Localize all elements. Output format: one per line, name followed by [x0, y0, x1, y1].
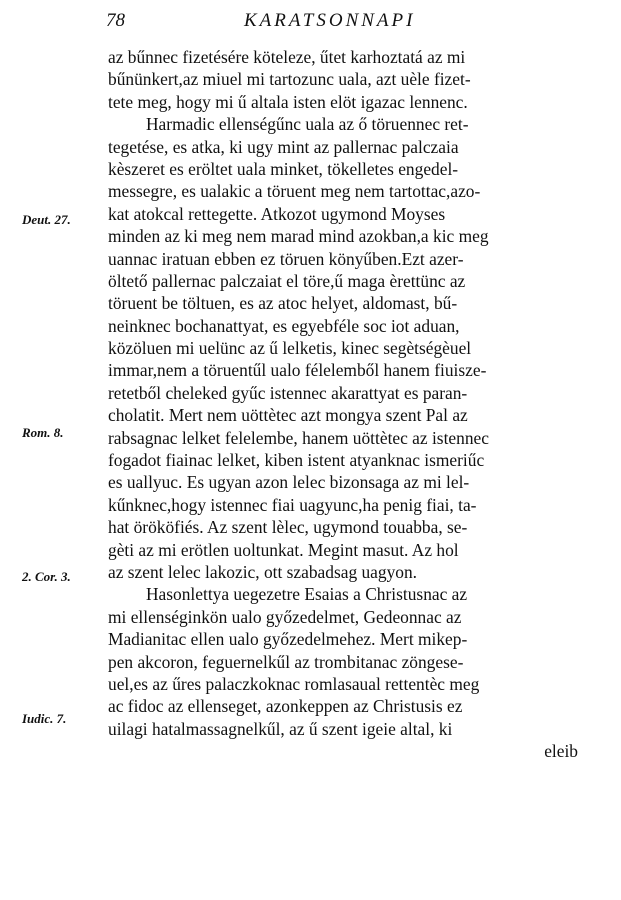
- text-line: uilagi hatalmassagnelkűl, az ű szent igeie altal, ki: [108, 718, 453, 739]
- text-line: töruent be töltuen, es az atoc helyet, aldomast, bű-: [108, 293, 458, 314]
- text-line: messegre, es ualakic a töruent meg nem tartottac,azo-: [108, 181, 481, 202]
- margin-reference-cor: 2. Cor. 3.: [22, 569, 71, 584]
- text-line: gèti az mi erötlen uoltunkat. Megint masut. Az hol: [108, 539, 459, 560]
- text-line: kèszeret es eröltet uala minket, tökelletes engedel-: [108, 158, 459, 179]
- body-text: [108, 46, 586, 763]
- text-line: hat örököfiés. Az szent lèlec, ugymond touabba, se-: [108, 517, 468, 538]
- text-line: cholatit. Mert nem uöttètec azt mongya szent Pal az: [108, 405, 468, 426]
- text-line: tete meg, hogy mi ű altala isten elöt igazac lennenc.: [108, 91, 468, 112]
- text-line: az bűnnec fizetésére köteleze, űtet karhoztatá az mi: [108, 47, 466, 67]
- text-line: az szent lelec lakozic, ott szabadsag uagyon.: [108, 561, 418, 582]
- margin-reference-rom: Rom. 8.: [22, 425, 64, 440]
- text-line: mi ellenséginkön ualo győzedelmet, Gedeonnac az: [108, 606, 462, 627]
- text-line: tegetése, es atka, ki ugy mint az pallernac palczaia: [108, 136, 459, 157]
- paragraph-start-line: Hasonlettya uegezetre Esaias a Christusnac az: [146, 584, 468, 605]
- text-line: rabsagnac lelket felelembe, hanem uöttètec az istennec: [108, 427, 489, 448]
- text-line: es uallyuc. Es ugyan azon lelec bizonsaga az mi lel-: [108, 472, 470, 493]
- text-line: uel,es az űres palaczkoknac romlasaual rettentèc meg: [108, 673, 480, 694]
- text-line: retetből cheleked gyűc istennec akarattyat es paran-: [108, 382, 468, 403]
- text-line: minden az ki meg nem marad mind azokban,a kic meg: [108, 226, 489, 247]
- text-line: uannac iratuan ebben ez töruen könyűben.Ezt azer-: [108, 248, 464, 269]
- running-title: KARATSONNAPI: [244, 10, 416, 31]
- text-line: ac fidoc az ellenseget, azonkeppen az Christusis ez: [108, 696, 463, 717]
- margin-reference-deut: Deut. 27.: [22, 212, 71, 227]
- text-line: kűnknec,hogy istennec fiai uagyunc,ha penig fiai, ta-: [108, 494, 477, 515]
- text-line: fogadot fiainac lelket, kiben istent atyanknac ismeriűc: [108, 450, 485, 471]
- text-line: Madianitac ellen ualo győzedelmehez. Mert mikep-: [108, 629, 468, 650]
- text-line: bűnünkert,az miuel mi tartozunc uala, azt uèle fizet-: [108, 69, 471, 90]
- text-line: pen akcoron, feguernelkűl az trombitanac zöngese-: [108, 651, 464, 672]
- text-line: közöluen mi uelünc az ű lelketis, kinec segètségèuel: [108, 338, 472, 359]
- page-number: 78: [106, 10, 125, 31]
- paragraph-start-line: Harmadic ellenségűnc uala az ő töruennec ret-: [146, 114, 469, 135]
- text-line: neinknec bochanattyat, es egyebféle soc iot aduan,: [108, 315, 460, 336]
- page-header: [106, 10, 576, 36]
- text-line: öltető pallernac palczaiat el töre,ű maga èrettünc az: [108, 270, 466, 291]
- text-line: kat atokcal rettegette. Atkozot ugymond Moyses: [108, 203, 446, 224]
- catchword: eleib: [544, 741, 578, 762]
- margin-reference-iudic: Iudic. 7.: [22, 711, 67, 726]
- text-line: immar,nem a töruentűl ualo félelemből hanem fiuisze-: [108, 360, 487, 381]
